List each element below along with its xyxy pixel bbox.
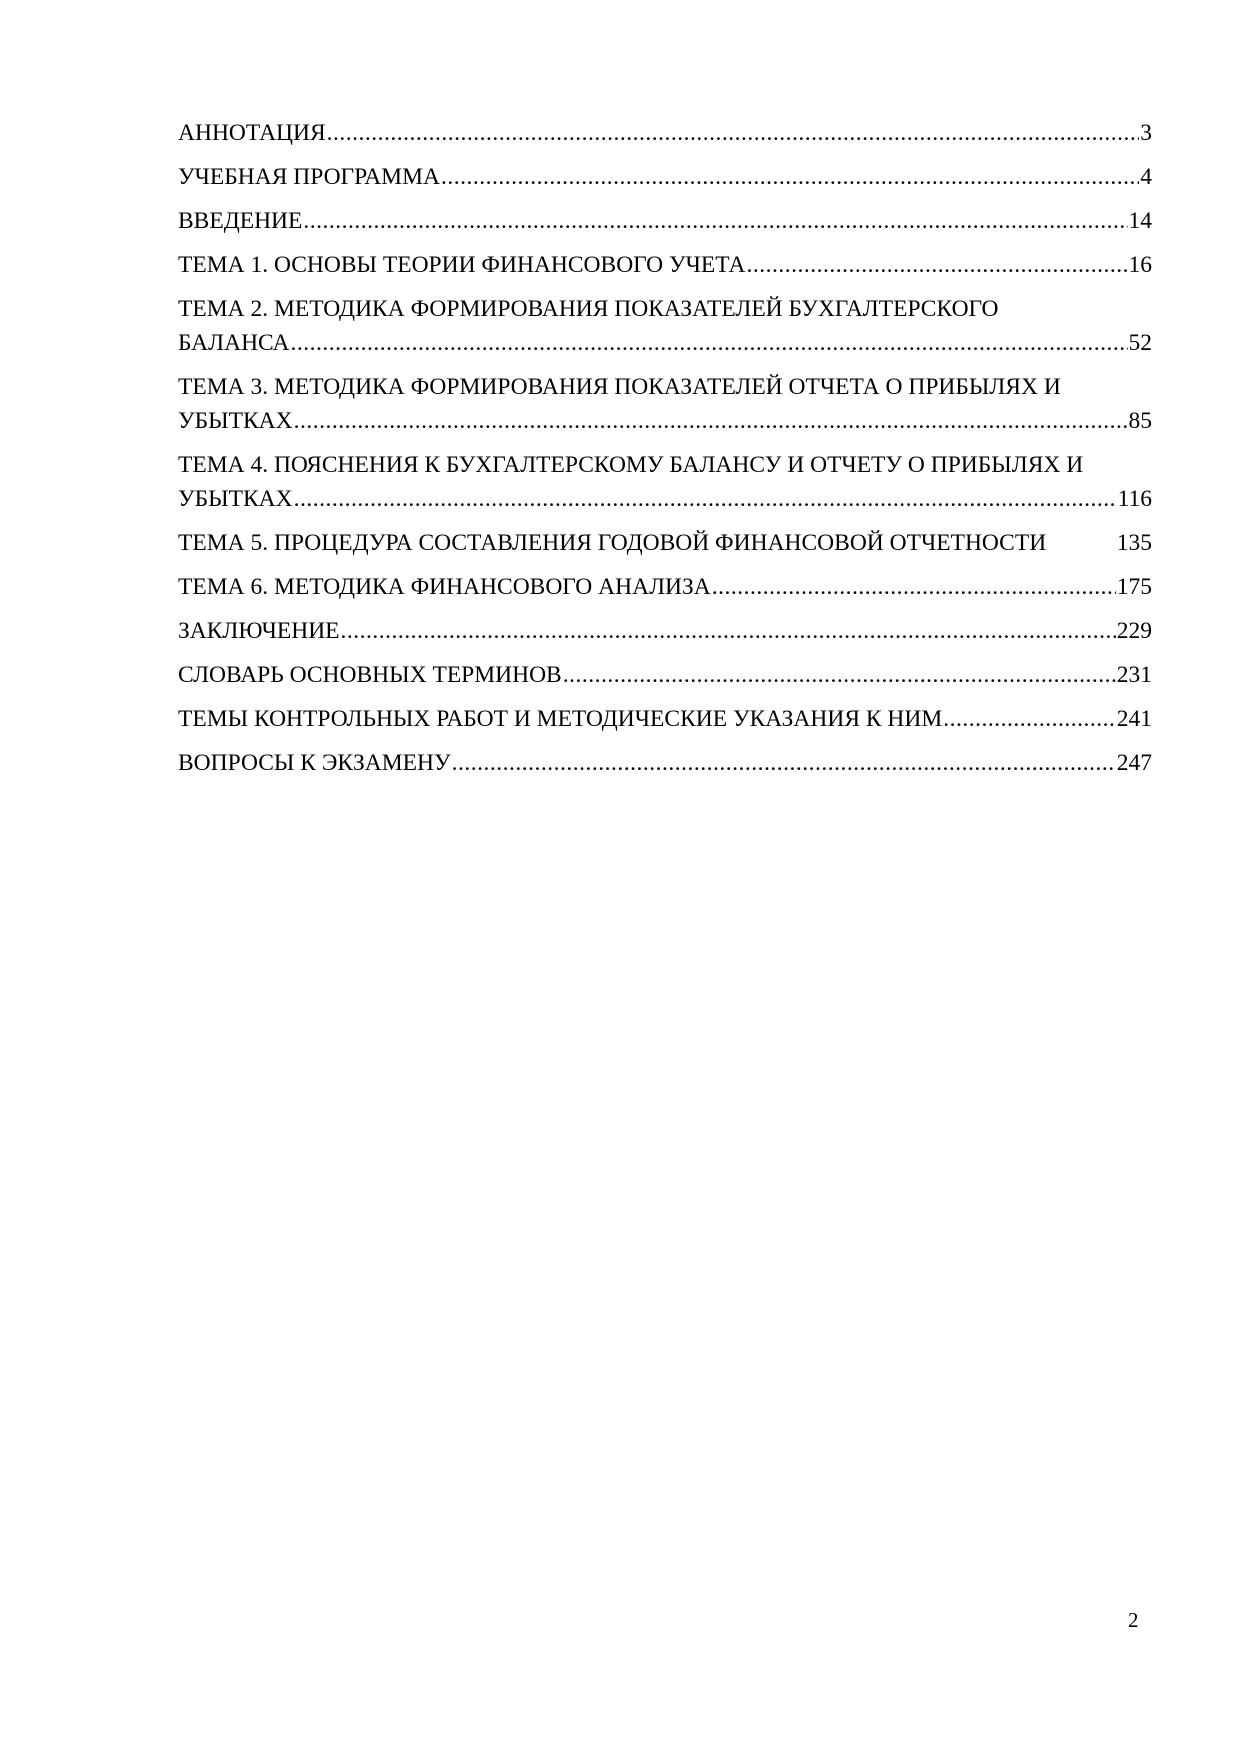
toc-title: УЧЕБНАЯ ПРОГРАММА (178, 164, 440, 190)
toc-leader (303, 204, 1127, 238)
toc-entry-program[interactable] (178, 160, 1152, 194)
toc-entry-topic-4[interactable] (178, 448, 1152, 516)
toc-page-number: 52 (1128, 330, 1152, 356)
table-of-contents (178, 116, 1152, 790)
toc-leader (291, 326, 1128, 360)
toc-page-number: 116 (1117, 486, 1152, 512)
toc-leader (452, 746, 1116, 780)
toc-title-line2: УБЫТКАХ (178, 408, 293, 434)
toc-page-number: 247 (1116, 750, 1152, 776)
toc-title-line2: УБЫТКАХ (178, 486, 293, 512)
toc-title: ТЕМЫ КОНТРОЛЬНЫХ РАБОТ И МЕТОДИЧЕСКИЕ УКАЗАНИЯ К НИМ (178, 706, 943, 732)
toc-entry-glossary[interactable] (178, 658, 1152, 692)
toc-entry-topic-1[interactable] (178, 248, 1152, 282)
toc-page-number: 175 (1116, 574, 1152, 600)
toc-page-number: 231 (1116, 662, 1152, 688)
toc-leader (327, 116, 1140, 150)
toc-title: ТЕМА 6. МЕТОДИКА ФИНАНСОВОГО АНАЛИЗА (178, 574, 711, 600)
toc-leader (294, 482, 1117, 516)
toc-leader (341, 614, 1116, 648)
toc-title: АННОТАЦИЯ (178, 120, 326, 146)
toc-title: ВВЕДЕНИЕ (178, 208, 303, 234)
toc-title-line1: ТЕМА 3. МЕТОДИКА ФОРМИРОВАНИЯ ПОКАЗАТЕЛЕЙ ОТЧЕТА О ПРИБЫЛЯХ И (178, 374, 1061, 400)
toc-title-line1: ТЕМА 2. МЕТОДИКА ФОРМИРОВАНИЯ ПОКАЗАТЕЛЕЙ БУХГАЛТЕРСКОГО (178, 296, 999, 322)
toc-page-number: 135 (1116, 530, 1152, 556)
toc-page-number: 85 (1128, 408, 1152, 434)
toc-title: ВОПРОСЫ К ЭКЗАМЕНУ (178, 750, 451, 776)
toc-leader (746, 248, 1127, 282)
toc-entry-introduction[interactable] (178, 204, 1152, 238)
toc-entry-topic-3[interactable] (178, 370, 1152, 438)
toc-page-number: 3 (1140, 120, 1152, 146)
toc-page-number: 16 (1128, 252, 1152, 278)
toc-title: ЗАКЛЮЧЕНИЕ (178, 618, 340, 644)
toc-entry-topic-2[interactable] (178, 292, 1152, 360)
toc-title: ТЕМА 1. ОСНОВЫ ТЕОРИИ ФИНАНСОВОГО УЧЕТА (178, 252, 746, 278)
toc-page-number: 4 (1140, 164, 1152, 190)
toc-entry-annotation[interactable] (178, 116, 1152, 150)
toc-leader (441, 160, 1139, 194)
toc-title-line2: БАЛАНСА (178, 330, 290, 356)
toc-title: ТЕМА 5. ПРОЦЕДУРА СОСТАВЛЕНИЯ ГОДОВОЙ ФИНАНСОВОЙ ОТЧЕТНОСТИ (178, 530, 1047, 556)
toc-title-line1: ТЕМА 4. ПОЯСНЕНИЯ К БУХГАЛТЕРСКОМУ БАЛАНСУ И ОТЧЕТУ О ПРИБЫЛЯХ И (178, 452, 1084, 478)
toc-entry-topic-6[interactable] (178, 570, 1152, 604)
toc-leader (943, 702, 1115, 736)
toc-entry-assignments[interactable] (178, 702, 1152, 736)
toc-page-number: 14 (1128, 208, 1152, 234)
toc-entry-topic-5[interactable] (178, 526, 1152, 560)
toc-leader (563, 658, 1116, 692)
toc-title: СЛОВАРЬ ОСНОВНЫХ ТЕРМИНОВ (178, 662, 562, 688)
toc-page-number: 241 (1116, 706, 1152, 732)
toc-leader (294, 404, 1128, 438)
page-number: 2 (1128, 1608, 1139, 1632)
toc-leader (712, 570, 1116, 604)
toc-entry-conclusion[interactable] (178, 614, 1152, 648)
toc-entry-exam-questions[interactable] (178, 746, 1152, 780)
toc-page-number: 229 (1116, 618, 1152, 644)
